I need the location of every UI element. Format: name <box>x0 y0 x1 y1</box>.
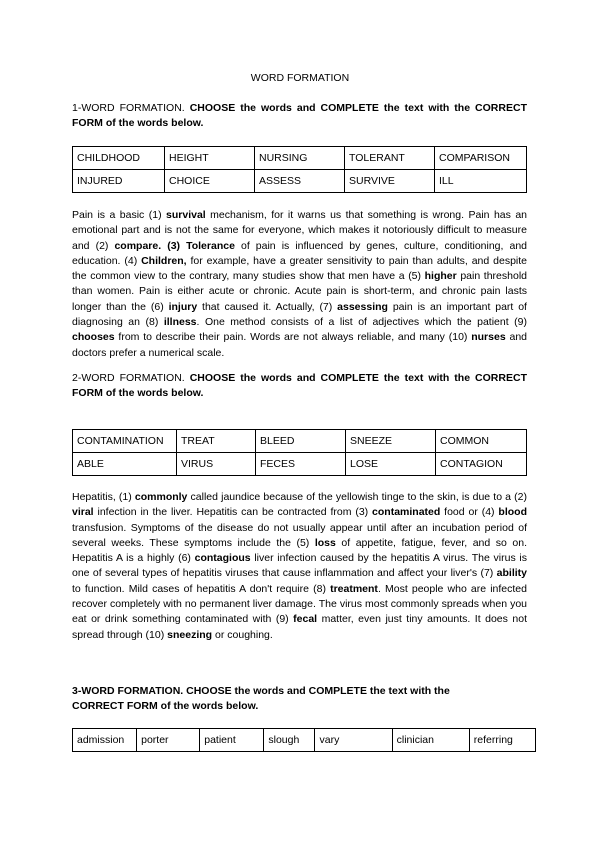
answer-word: treatment <box>330 582 378 595</box>
passage-text: matter, even just tiny amounts. It does not spread through (10) <box>72 613 527 641</box>
answer-word: sneezing <box>167 628 213 641</box>
answer-word: nurses <box>471 331 506 344</box>
passage-text: of appetite, fatigue, fever, and so on. Hepatitis A is a highly (6) <box>72 536 527 565</box>
word-cell: VIRUS <box>177 453 256 476</box>
passage-text: and doctors prefer a numerical scale. <box>72 331 527 359</box>
section-1-heading <box>72 101 527 131</box>
word-table-1 <box>72 146 527 193</box>
word-table-2 <box>72 429 527 476</box>
word-cell: NURSING <box>255 147 345 170</box>
word-cell: TREAT <box>177 430 256 453</box>
word-cell: vary <box>315 729 392 752</box>
passage-2 <box>72 490 527 643</box>
answer-word: ability <box>496 567 527 580</box>
passage-text: called jaundice because of the yellowish tinge to the skin, is due to a (2) <box>187 491 527 503</box>
answer-word: Children, <box>141 254 187 267</box>
section-1-heading-instructions: CHOOSE the words and COMPLETE the text with the CORRECT FORM of the words below. <box>72 102 527 129</box>
word-cell: porter <box>137 729 200 752</box>
word-cell: ABLE <box>73 453 177 476</box>
passage-text: of pain is influenced by genes, culture, conditioning, and education. (4) <box>72 239 527 267</box>
section-2-heading-instructions: CHOOSE the words and COMPLETE the text with the CORRECT FORM of the words below. <box>72 372 527 399</box>
page-title: WORD FORMATION <box>250 72 350 84</box>
table-row <box>73 430 527 453</box>
word-cell: TOLERANT <box>345 147 435 170</box>
word-cell: SURVIVE <box>345 170 435 193</box>
answer-word: contagious <box>194 552 251 565</box>
answer-word: chooses <box>72 331 115 344</box>
section-3-heading <box>72 684 527 714</box>
passage-text: . One method consists of a list of adjectives which the patient (9) <box>196 316 527 329</box>
passage-text: to function. Mild cases of hepatitis A don't require (8) <box>72 582 331 595</box>
passage-1 <box>72 208 527 361</box>
passage-text: from to describe their pain. Words are not always reliable, and many (10) <box>114 331 472 344</box>
passage-text: Hepatitis, (1) <box>72 491 135 503</box>
table-row <box>73 147 527 170</box>
passage-text: Pain is a basic (1) <box>72 209 167 221</box>
section-2-heading <box>72 371 527 401</box>
word-cell: COMPARISON <box>435 147 527 170</box>
word-cell: CHOICE <box>165 170 255 193</box>
answer-word: blood <box>498 506 527 519</box>
table-row <box>73 453 527 476</box>
word-table-3 <box>72 728 536 752</box>
word-cell: CONTAMINATION <box>73 430 177 453</box>
section-3-heading-instructions: CORRECT FORM of the words below. <box>72 700 259 712</box>
section-3-heading-number: 3-WORD FORMATION. CHOOSE the words and COMPLETE the text with the <box>72 685 450 697</box>
answer-word: survival <box>166 209 206 221</box>
passage-text: food or (4) <box>440 506 499 519</box>
passage-text: pain threshold than women. Pain is either acute or chronic. Acute pain is short-term, and chronic pain lasts longer than the (6) <box>72 270 527 313</box>
word-cell: admission <box>73 729 137 752</box>
word-cell: patient <box>200 729 264 752</box>
word-cell: slough <box>264 729 315 752</box>
word-cell: referring <box>469 729 535 752</box>
word-cell: BLEED <box>256 430 346 453</box>
passage-text: mechanism, for it warns us that something is wrong. Pain has an emotional part and is not the same for everyone, which makes it notoriously difficult to measure and (2) <box>72 209 527 252</box>
section-2-heading-number: 2-WORD FORMATION. <box>72 372 185 384</box>
passage-text: transfusion. Symptoms of the disease do not usually appear until after an incubation period of several weeks. These symptoms include the (5) <box>72 521 527 549</box>
word-cell: ASSESS <box>255 170 345 193</box>
section-1-heading-number: 1-WORD FORMATION. <box>72 102 185 114</box>
word-cell: INJURED <box>73 170 165 193</box>
passage-text: or coughing. <box>212 628 273 641</box>
answer-word: higher <box>424 270 457 283</box>
answer-word: fecal <box>293 613 318 626</box>
word-cell: CHILDHOOD <box>73 147 165 170</box>
passage-text: that caused it. Actually, (7) <box>197 300 338 313</box>
answer-word: contaminated <box>372 506 441 519</box>
table-row <box>73 170 527 193</box>
answer-word: commonly <box>134 491 188 503</box>
word-cell: CONTAGION <box>436 453 527 476</box>
answer-word: illness <box>163 316 197 329</box>
answer-word: injury <box>168 300 198 313</box>
word-cell: ILL <box>435 170 527 193</box>
passage-text: infection in the liver. Hepatitis can be contracted from (3) <box>93 506 373 519</box>
table-row <box>73 729 536 752</box>
passage-text: pain is an important part of diagnosing an (8) <box>72 300 527 329</box>
word-cell: COMMON <box>436 430 527 453</box>
passage-text: for example, have a greater sensitivity to pain than adults, and despite the common view to the contrary, many studies show that men have a (5) <box>72 254 527 283</box>
word-cell: LOSE <box>346 453 436 476</box>
passage-text: . Most people who are infected recover completely with no permanent liver damage. The virus most commonly spreads when you eat or drink something contaminated with (9) <box>72 582 527 626</box>
word-cell: SNEEZE <box>346 430 436 453</box>
answer-word: loss <box>314 536 336 549</box>
word-cell: HEIGHT <box>165 147 255 170</box>
answer-word: assessing <box>337 300 388 313</box>
answer-word: compare. (3) Tolerance <box>114 239 235 252</box>
passage-text: liver infection caused by the hepatitis A virus. The virus is one of several types of hepatitis viruses that cause inflammation and affect your liver's (7) <box>72 552 527 580</box>
answer-word: viral <box>72 506 94 519</box>
word-cell: FECES <box>256 453 346 476</box>
word-cell: clinician <box>392 729 469 752</box>
